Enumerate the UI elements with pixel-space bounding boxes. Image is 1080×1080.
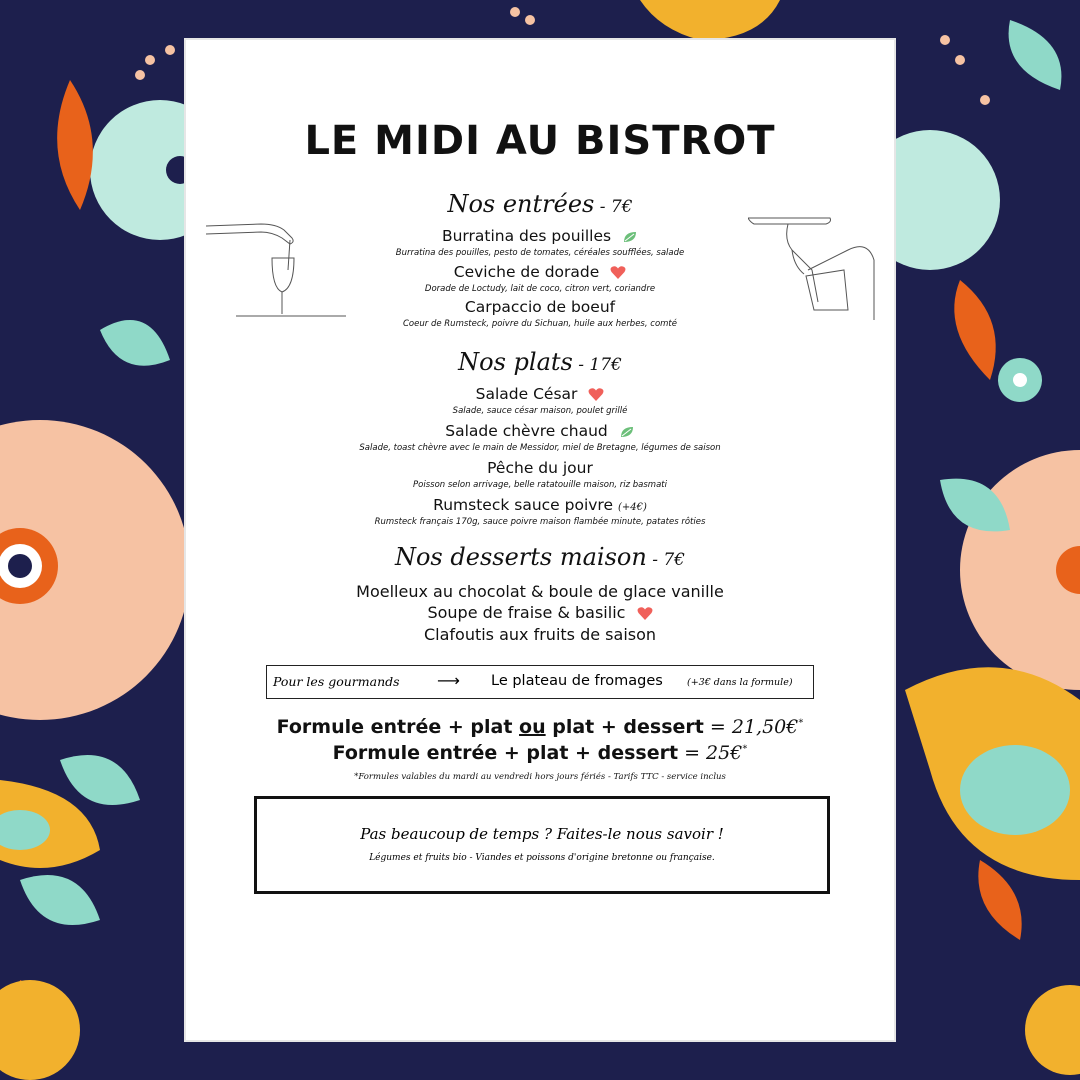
dessert-clafoutis: Clafoutis aux fruits de saison (423, 625, 657, 644)
dessert-soupe-fraise: Soupe de fraise & basilic (186, 603, 894, 622)
formule-2-price: = 25€ (678, 742, 743, 764)
formule-1-price: = 21,50€ (703, 716, 799, 738)
dish-ceviche: Ceviche de dorade (186, 263, 894, 281)
menu-card (186, 40, 894, 1040)
gourmands-box (266, 665, 814, 699)
section-desserts-heading (186, 543, 894, 571)
dish-salade-cesar: Salade César (186, 385, 894, 403)
dish-ceviche-desc: Dorade de Loctudy, lait de coco, citron vert, coriandre (424, 284, 656, 294)
formule-line-2: Formule entrée + plat + dessert = 25€* (332, 742, 748, 764)
menu-title: LE MIDI AU BISTROT (304, 118, 776, 164)
dish-burratina-desc: Burratina des pouilles, pesto de tomates, céréales soufflées, salade (395, 248, 685, 258)
dish-carpaccio: Carpaccio de boeuf (464, 298, 616, 316)
info-box (254, 796, 830, 894)
section-plats-heading (186, 348, 894, 376)
entrees-heading: Nos entrées (447, 190, 595, 218)
arrow-right-icon: ⟶ (437, 671, 460, 690)
dish-rumsteck-extra: (+4€) (617, 502, 647, 513)
dish-rumsteck-desc: Rumsteck français 170g, sauce poivre maison flambée minute, patates rôties (374, 517, 706, 527)
dish-carpaccio-desc: Coeur de Rumsteck, poivre du Sichuan, huile aux herbes, comté (403, 319, 677, 329)
formule-line-1: Formule entrée + plat ou plat + dessert = 21,50€* (276, 716, 804, 738)
gourmands-extra: (+3€ dans la formule) (687, 677, 793, 688)
info-line-2: Légumes et fruits bio - Viandes et poissons d'origine bretonne ou française. (369, 853, 715, 863)
dish-salade-chevre: Salade chèvre chaud (186, 422, 894, 440)
dessert-moelleux: Moelleux au chocolat & boule de glace vanille (356, 582, 724, 601)
desserts-price: - 7€ (646, 550, 685, 570)
section-entrees-heading (186, 190, 894, 218)
heart-icon (610, 265, 626, 280)
dish-burratina: Burratina des pouilles (186, 227, 894, 245)
formule-ou: ou (519, 716, 546, 738)
dish-peche-du-jour-desc: Poisson selon arrivage, belle ratatouille maison, riz basmati (413, 480, 667, 490)
formules-note: *Formules valables du mardi au vendredi hors jours fériés - Tarifs TTC - service inclus (354, 772, 726, 782)
heart-icon (637, 606, 653, 621)
dish-rumsteck: Rumsteck sauce poivre (+4€) (433, 496, 647, 514)
info-line-1: Pas beaucoup de temps ? Faites-le nous savoir ! (360, 825, 724, 843)
leaf-icon (622, 230, 638, 244)
desserts-heading: Nos desserts maison (394, 543, 647, 571)
gourmands-item: Le plateau de fromages (491, 673, 663, 689)
dish-salade-chevre-desc: Salade, toast chèvre avec le main de Messidor, miel de Bretagne, légumes de saison (359, 443, 721, 453)
dish-salade-cesar-desc: Salade, sauce césar maison, poulet grillé (452, 406, 628, 416)
dish-peche-du-jour: Pêche du jour (487, 459, 593, 477)
leaf-icon (619, 425, 635, 439)
entrees-price: - 7€ (594, 197, 633, 217)
plats-price: - 17€ (572, 355, 622, 375)
plats-heading: Nos plats (458, 348, 573, 376)
gourmands-label: Pour les gourmands (273, 674, 400, 689)
heart-icon (588, 387, 604, 402)
